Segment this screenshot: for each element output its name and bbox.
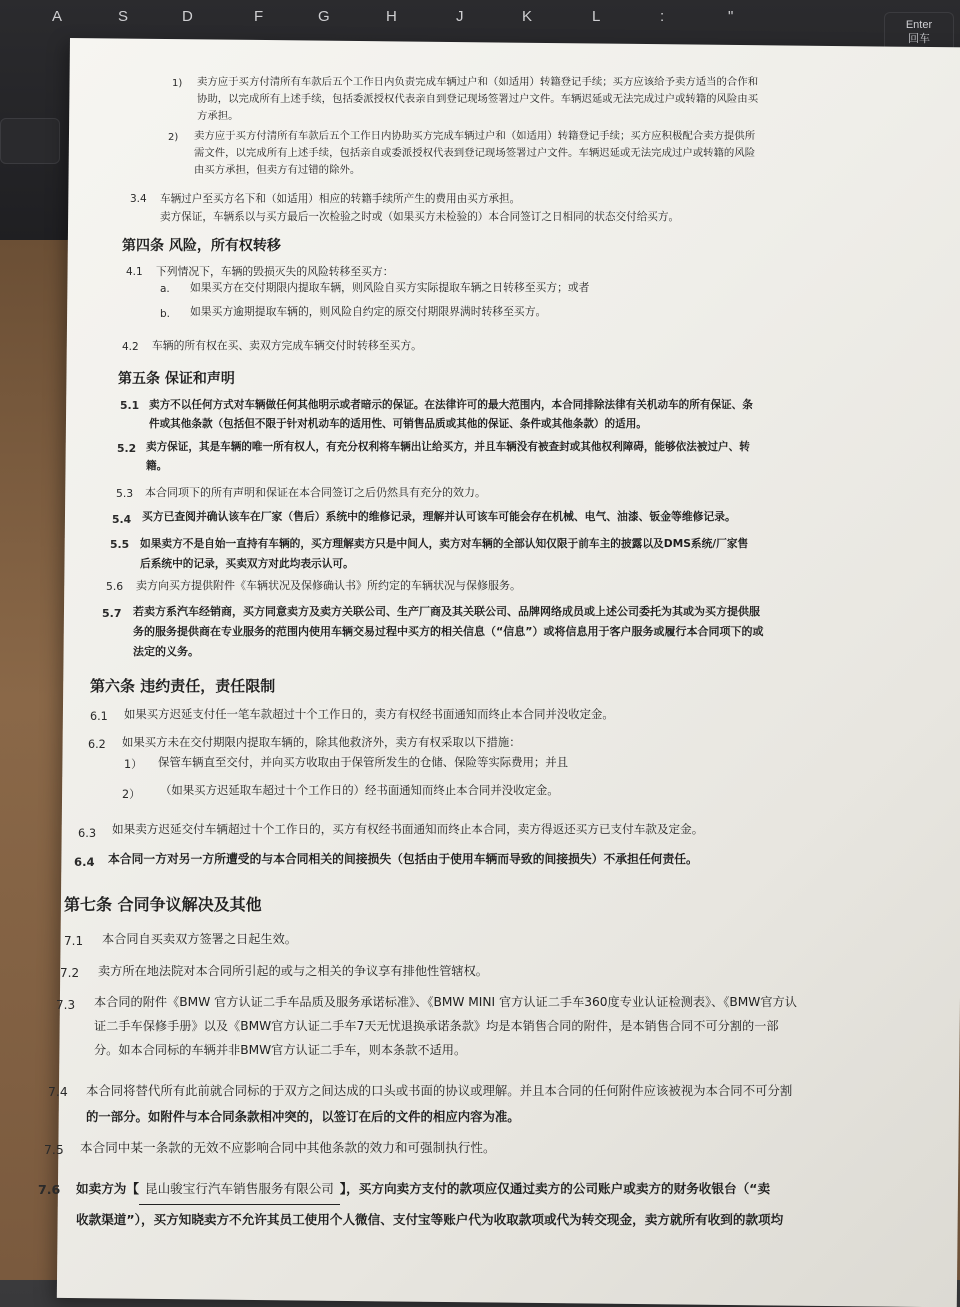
clause-line: 收款渠道”），买方知晓卖方不允许其员工使用个人微信、支付宝等账户代为收取款项或代为转交现金，卖方就所有收到的款项均 — [76, 1212, 784, 1227]
clause-6-1: 如果买方迟延支付任一笔车款超过十个工作日的，卖方有权经书面通知而终止本合同并没收定金。 — [124, 707, 614, 721]
clause-7-6-post: 】，买方向卖方支付的款项应仅通过卖方的公司账户或卖方的财务收银台（“卖 — [339, 1181, 771, 1196]
key-k: K — [522, 8, 533, 25]
clause-line: 需文件，以完成所有上述手续，包括亲自或委派授权代表到登记现场签署过户文件。车辆迟延或无法完成过户或转籍的风险 — [194, 147, 756, 159]
clause-line: 的一部分。如附件与本合同条款相冲突的，以签订在后的文件的相应内容为准。 — [86, 1109, 520, 1124]
s6-4-num: 6.4 — [74, 855, 95, 869]
clause-4-1-b: 如果买方逾期提取车辆的，则风险自约定的原交付期限界满时转移至买方。 — [190, 305, 547, 318]
s5-5-num: 5.5 — [110, 538, 130, 551]
seller-company-name: 昆山骏宝行汽车销售服务有限公司 — [139, 1174, 340, 1205]
clause-line: 方承担。 — [197, 110, 239, 122]
clause-7-1: 本合同自买卖双方签署之日起生效。 — [102, 932, 297, 946]
s4-1-num: 4.1 — [126, 266, 143, 278]
article-7-title: 第七条 合同争议解决及其他 — [64, 895, 262, 914]
s3-4-num: 3.4 — [130, 193, 147, 205]
clause-6-2: 如果买方未在交付期限内提取车辆的，除其他救济外，卖方有权采取以下措施： — [122, 735, 521, 749]
clause-6-3: 如果卖方迟延交付车辆超过十个工作日的，买方有权经书面通知而终止本合同，卖方得返还买方已支付车款及定金。 — [112, 822, 704, 836]
article-5-title: 第五条 保证和声明 — [118, 371, 235, 387]
s3-3-2-num: 2) — [168, 132, 179, 143]
s6-2-num: 6.2 — [88, 738, 106, 751]
s6-2-2-num: 2） — [122, 788, 141, 801]
clause-7-3 — [94, 990, 797, 1062]
s7-1-num: 7.1 — [64, 934, 84, 948]
key-f: F — [254, 8, 264, 25]
clause-line: 分。如本合同标的车辆并非BMW官方认证二手车，则本条款不适用。 — [94, 1043, 467, 1057]
s5-6-num: 5.6 — [106, 580, 124, 593]
s6-1-num: 6.1 — [90, 710, 108, 723]
clause-7-6-line1 — [76, 1174, 783, 1205]
clause-line: 如果卖方不是自始一直持有车辆的，买方理解卖方只是中间人，卖方对车辆的全部认知仅限于前车主的披露以及DMS系统/厂家售 — [140, 537, 749, 550]
clause-line: 卖方不以任何方式对车辆做任何其他明示或者暗示的保证。在法律许可的最大范围内，本合同排除法律有关机动车的所有保证、条 — [149, 399, 753, 411]
s7-6-num: 7.6 — [38, 1182, 61, 1197]
clause-7-2: 卖方所在地法院对本合同所引起的或与之相关的争议享有排他性管辖权。 — [98, 964, 488, 978]
clause-4-1: 下列情况下，车辆的毁损灭失的风险转移至买方： — [156, 265, 394, 278]
clause-line: 协助，以完成所有上述手续，包括委派授权代表亲自到登记现场签署过户文件。车辆迟延或无法完成过户或转籍的风险由买 — [197, 93, 759, 105]
enter-key-label: Enter — [905, 19, 933, 31]
s5-1-num: 5.1 — [120, 399, 140, 412]
clause-5-7 — [133, 602, 763, 662]
clause-3-3-1 — [197, 74, 758, 125]
key-a: A — [52, 8, 63, 25]
key-j: J — [456, 8, 464, 25]
clause-6-2-1: 保管车辆直至交付，并向买方收取由于保管所发生的仓储、保险等实际费用；并且 — [158, 755, 569, 769]
s7-3-num: 7.3 — [56, 998, 76, 1012]
s5-2-num: 5.2 — [117, 442, 137, 455]
clause-line: 件或其他条款（包括但不限于针对机动车的适用性、可销售品质或其他的保证、条件或其他条款）的适用。 — [149, 418, 647, 430]
clause-7-6 — [76, 1174, 783, 1235]
s6-2-1-num: 1） — [124, 758, 143, 771]
clause-5-1 — [149, 396, 753, 434]
s7-4-num: 7.4 — [48, 1084, 68, 1099]
clause-3-3-2 — [194, 128, 755, 179]
clause-line: 卖方保证，其是车辆的唯一所有权人，有充分权利将车辆出让给买方，并且车辆没有被查封或其他权利障碍，能够依法被过户、转 — [146, 441, 750, 453]
key-l: L — [592, 8, 601, 25]
clause-line: 卖方应于买方付清所有车款后五个工作日内负责完成车辆过户和（如适用）转籍登记手续；买方应该给予卖方适当的合作和 — [197, 76, 759, 88]
clause-line: 法定的义务。 — [133, 645, 199, 658]
clause-line: 卖方保证，车辆系以与买方最后一次检验之时或（如果买方未检验的）本合同签订之日相同的状态交付给买方。 — [160, 211, 680, 223]
key-g: G — [318, 8, 330, 25]
article-6-title: 第六条 违约责任，责任限制 — [90, 677, 276, 695]
clause-line: 卖方应于买方付清所有车款后五个工作日内协助买方完成车辆过户和（如适用）转籍登记手续；买方应积极配合卖方提供所 — [194, 130, 756, 142]
clause-line: 证二手车保修手册》以及《BMW官方认证二手车7天无忧退换承诺条款》均是本销售合同的附件，是本销售合同不可分割的一部 — [94, 1019, 779, 1033]
s7-2-num: 7.2 — [60, 966, 80, 980]
clause-line: 由买方承担，但卖方有过错的除外。 — [194, 164, 361, 176]
clause-line: 若卖方系汽车经销商，买方同意卖方及卖方关联公司、生产厂商及其关联公司、品牌网络成员或上述公司委托为其或为买方提供服 — [133, 605, 760, 618]
key-colon: : — [660, 8, 665, 25]
clause-line: 籍。 — [146, 460, 168, 472]
s4-2-num: 4.2 — [122, 341, 139, 353]
clause-7-4 — [86, 1078, 792, 1130]
clause-7-6-pre: 如卖方为【 — [76, 1181, 139, 1196]
clause-3-4 — [160, 190, 679, 226]
clause-5-2 — [146, 438, 750, 476]
key-s: S — [118, 8, 129, 25]
s5-4-num: 5.4 — [112, 513, 132, 526]
clause-5-5 — [140, 534, 748, 574]
enter-key-cn: 回车 — [908, 33, 930, 45]
clause-line: 务的服务提供商在专业服务的范围内使用车辆交易过程中买方的相关信息（“信息”）或将信息用于客户服务或履行本合同项下的或 — [133, 625, 764, 638]
key-d: D — [182, 8, 193, 25]
s6-3-num: 6.3 — [78, 826, 97, 840]
clause-5-6: 卖方向买方提供附件《车辆状况及保修确认书》所约定的车辆状况与保修服务。 — [136, 579, 521, 592]
clause-line: 后系统中的记录，买卖双方对此均表示认可。 — [140, 557, 354, 570]
s4-1-a-num: a. — [160, 283, 170, 295]
clause-7-5: 本合同中某一条款的无效不应影响合同中其他条款的效力和可强制执行性。 — [80, 1140, 496, 1155]
clause-line: 车辆过户至买方名下和（如适用）相应的转籍手续所产生的费用由买方承担。 — [160, 193, 521, 205]
clause-4-2: 车辆的所有权在买、卖双方完成车辆交付时转移至买方。 — [152, 339, 422, 352]
clause-5-4: 买方已查阅并确认该车在厂家（售后）系统中的维修记录，理解并认可该车可能会存在机械、电气、油漆、钣金等维修记录。 — [142, 510, 736, 523]
s3-3-1-num: 1) — [172, 78, 183, 89]
key-quote: " — [728, 8, 734, 25]
clause-line: 本合同将替代所有此前就合同标的于双方之间达成的口头或书面的协议或理解。并且本合同的任何附件应该被视为本合同不可分割 — [86, 1083, 793, 1098]
key-h: H — [386, 8, 397, 25]
clause-5-3: 本合同项下的所有声明和保证在本合同签订之后仍然具有充分的效力。 — [145, 486, 486, 499]
article-4-title: 第四条 风险，所有权转移 — [122, 238, 281, 254]
s5-7-num: 5.7 — [102, 607, 122, 620]
clause-6-2-2: （如果买方迟延取车超过十个工作日的）经书面通知而终止本合同并没收定金。 — [160, 783, 559, 797]
clause-4-1-a: 如果买方在交付期限内提取车辆，则风险自买方实际提取车辆之日转移至买方；或者 — [190, 281, 590, 294]
s5-3-num: 5.3 — [116, 487, 134, 500]
clause-6-4: 本合同一方对另一方所遭受的与本合同相关的间接损失（包括由于使用车辆而导致的间接损失）不承担任何责任。 — [108, 852, 698, 866]
s4-1-b-num: b. — [160, 308, 171, 320]
s7-5-num: 7.5 — [44, 1142, 64, 1157]
clause-line: 本合同的附件《BMW 官方认证二手车品质及服务承诺标准》、《BMW MINI 官方认证二手车360度专业认证检测表》、《BMW官方认 — [94, 995, 797, 1009]
